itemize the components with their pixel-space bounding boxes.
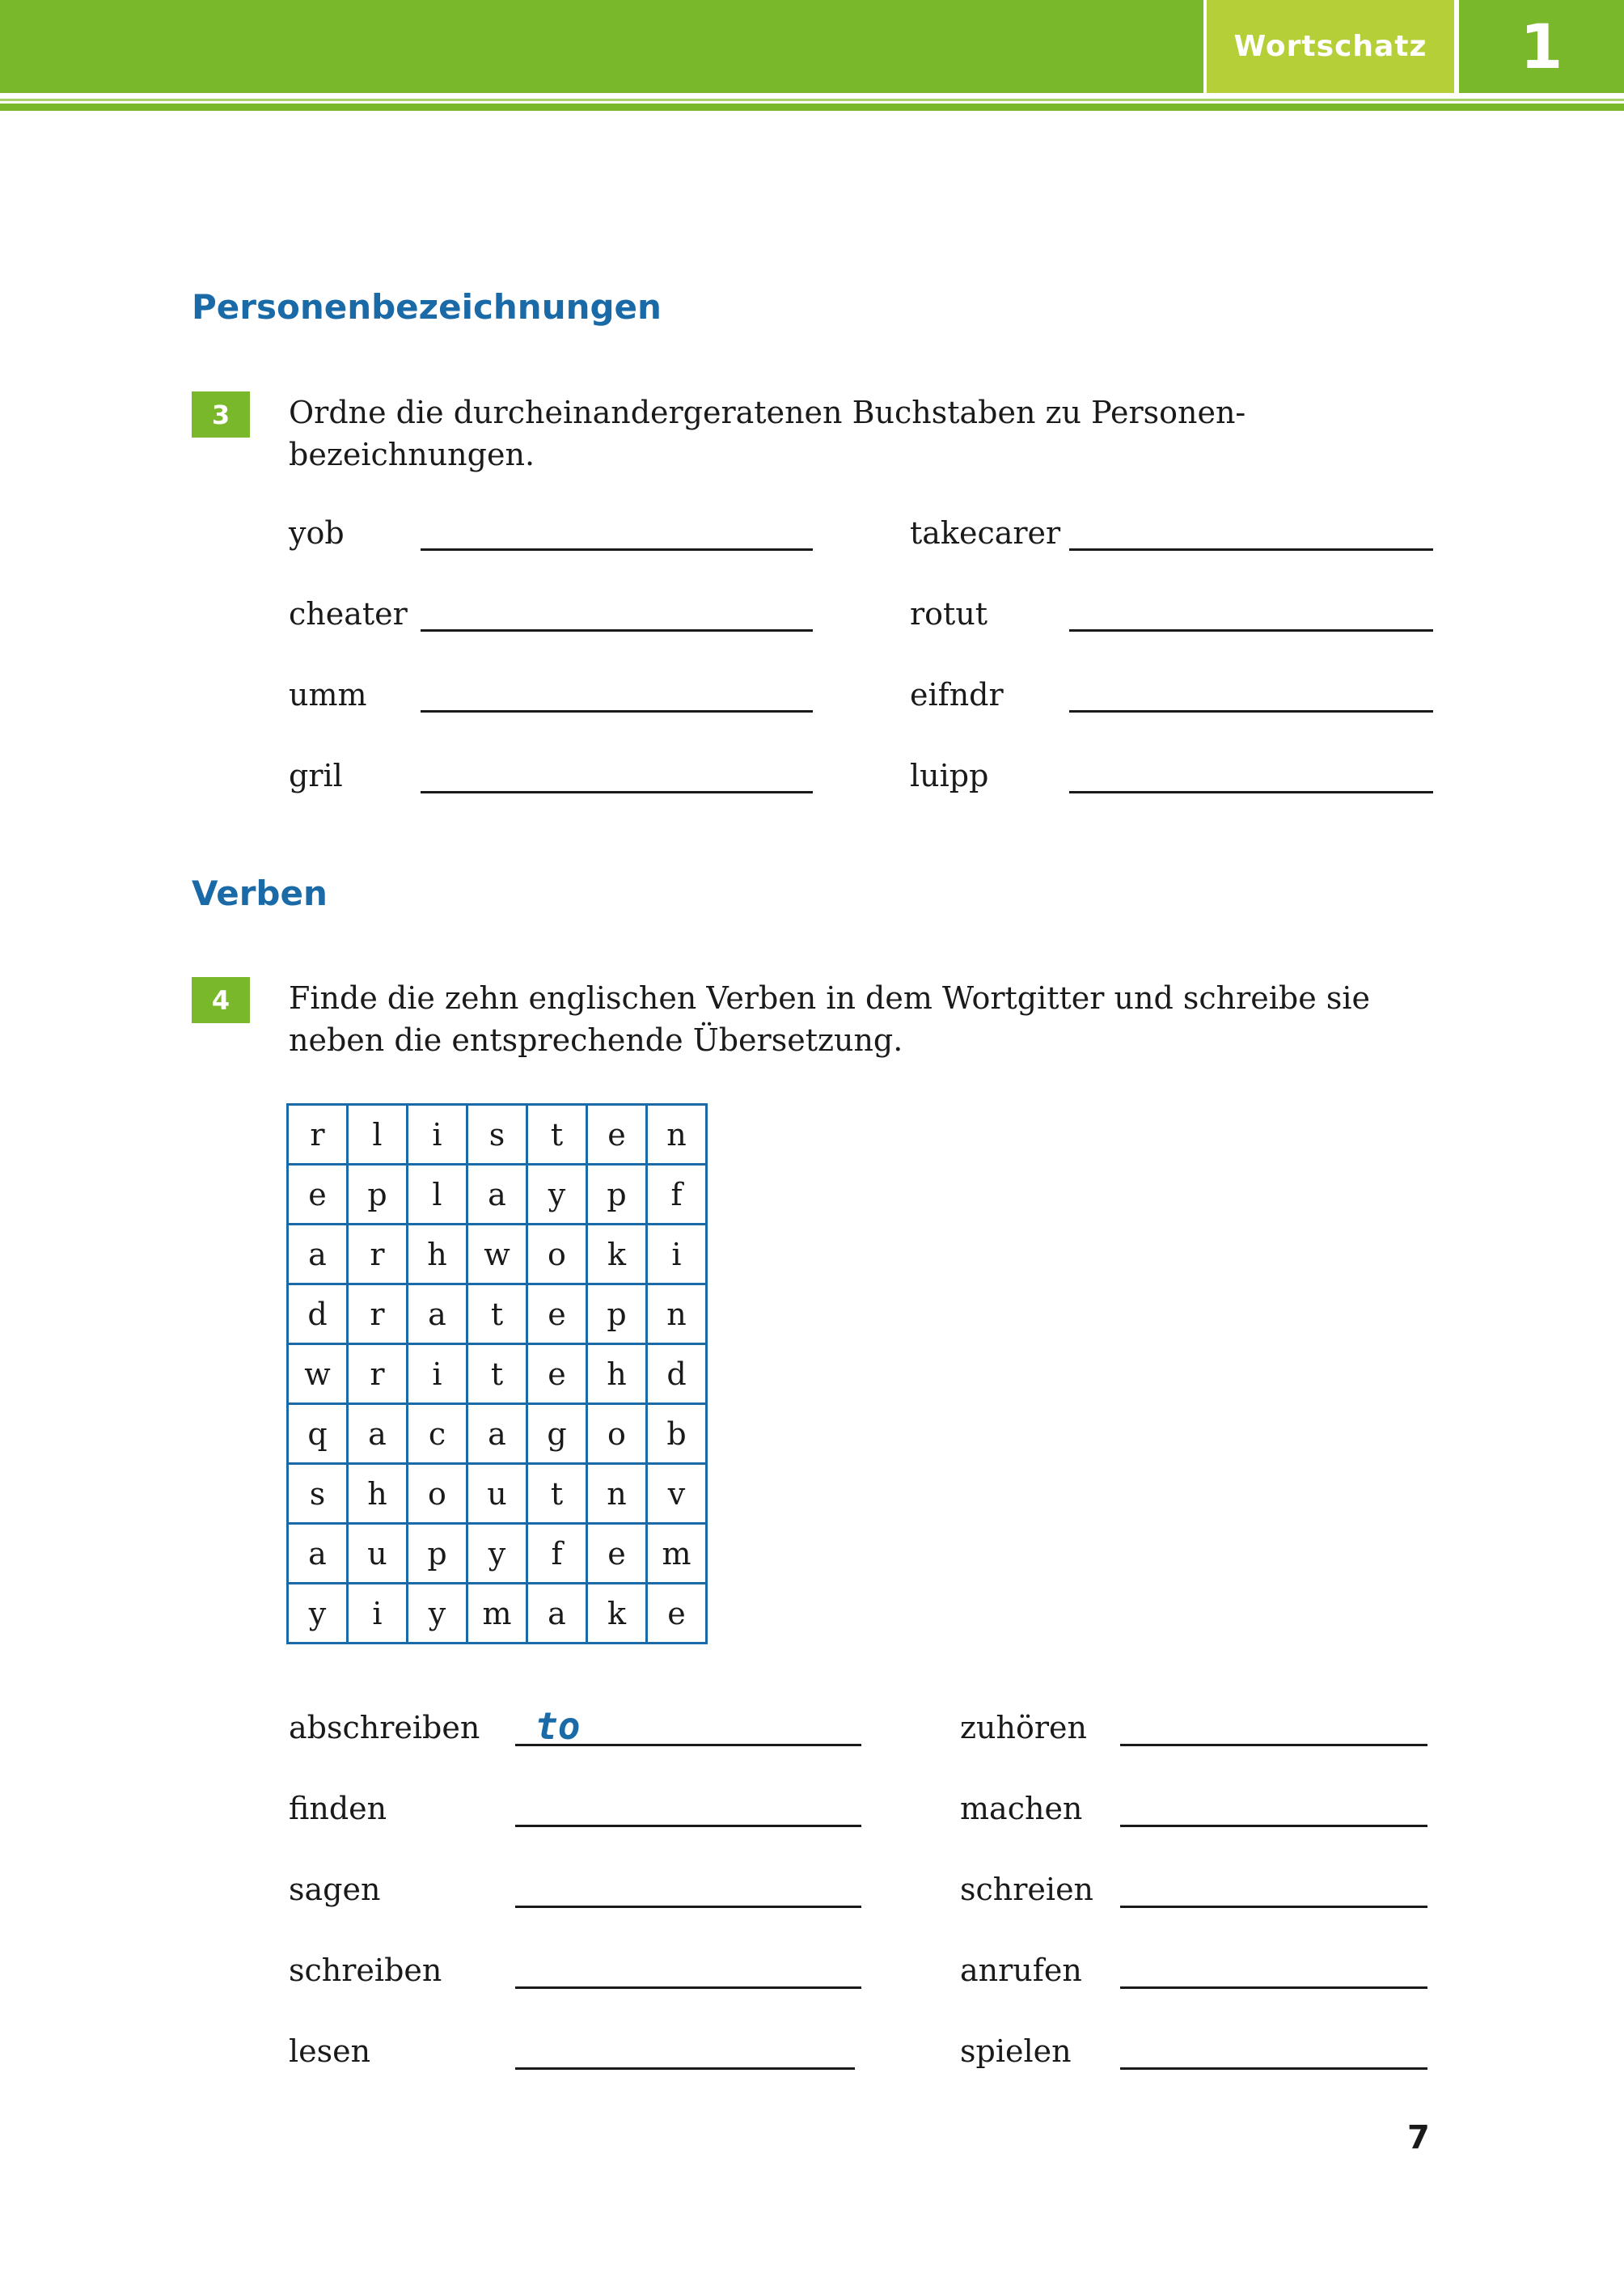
grid-cell[interactable]: l xyxy=(348,1105,408,1165)
grid-cell[interactable]: t xyxy=(467,1284,527,1344)
word-label: yob xyxy=(289,515,345,551)
word-label: zuhören xyxy=(960,1710,1087,1745)
grid-row xyxy=(288,1584,707,1644)
word-label: lesen xyxy=(289,2033,371,2069)
word-label: rotut xyxy=(910,596,988,632)
grid-cell[interactable]: w xyxy=(467,1225,527,1284)
grid-row xyxy=(288,1464,707,1524)
grid-cell[interactable]: r xyxy=(288,1105,348,1165)
exercise-instruction: Finde die zehn englischen Verben in dem Wortgitter und schreibe sie neben die entsprechende Übersetzung. xyxy=(289,980,1370,1058)
grid-cell[interactable]: a xyxy=(527,1584,587,1644)
grid-cell[interactable]: i xyxy=(408,1105,467,1165)
exercise-instruction: Ordne die durcheinandergeratenen Buchstaben zu Personen- bezeichnungen. xyxy=(289,395,1246,472)
grid-row xyxy=(288,1225,707,1284)
header-bar xyxy=(0,0,1203,93)
grid-cell[interactable]: g xyxy=(527,1404,587,1464)
answer-line[interactable] xyxy=(515,1986,861,1989)
grid-row xyxy=(288,1105,707,1165)
grid-cell[interactable]: d xyxy=(288,1284,348,1344)
grid-cell[interactable]: e xyxy=(527,1284,587,1344)
grid-cell[interactable]: a xyxy=(467,1165,527,1225)
grid-cell[interactable]: t xyxy=(467,1344,527,1404)
answer-line[interactable] xyxy=(515,1744,861,1746)
header-divider-light xyxy=(0,99,1624,101)
grid-cell[interactable]: f xyxy=(527,1524,587,1584)
answer-line[interactable] xyxy=(515,1825,861,1827)
example-answer: to xyxy=(535,1704,581,1748)
grid-cell[interactable]: m xyxy=(467,1584,527,1644)
grid-cell[interactable]: i xyxy=(348,1584,408,1644)
answer-line[interactable] xyxy=(1120,1906,1427,1908)
grid-cell[interactable]: e xyxy=(587,1524,647,1584)
word-label: sagen xyxy=(289,1872,381,1907)
word-label: abschreiben xyxy=(289,1710,480,1745)
grid-cell[interactable]: i xyxy=(647,1225,707,1284)
answer-line[interactable] xyxy=(421,548,813,551)
grid-cell[interactable]: p xyxy=(408,1524,467,1584)
section-heading-verben: Verben xyxy=(192,874,328,913)
section-heading-personen: Personenbezeichnungen xyxy=(192,287,662,327)
answer-line[interactable] xyxy=(1120,1744,1427,1746)
grid-cell[interactable]: u xyxy=(348,1524,408,1584)
grid-cell[interactable]: o xyxy=(527,1225,587,1284)
grid-cell[interactable]: a xyxy=(288,1524,348,1584)
grid-cell[interactable]: b xyxy=(647,1404,707,1464)
grid-cell[interactable]: e xyxy=(647,1584,707,1644)
word-label: umm xyxy=(289,677,367,713)
grid-cell[interactable]: w xyxy=(288,1344,348,1404)
word-label: schreiben xyxy=(289,1952,442,1988)
word-label: luipp xyxy=(910,758,989,793)
grid-cell[interactable]: c xyxy=(408,1404,467,1464)
grid-row xyxy=(288,1344,707,1404)
grid-cell[interactable]: t xyxy=(527,1464,587,1524)
grid-row xyxy=(288,1284,707,1344)
answer-line[interactable] xyxy=(1069,629,1433,632)
section-title: Wortschatz xyxy=(1233,30,1427,63)
answer-line[interactable] xyxy=(1069,791,1433,793)
answer-line[interactable] xyxy=(421,629,813,632)
answer-line[interactable] xyxy=(1120,1825,1427,1827)
grid-cell[interactable]: o xyxy=(587,1404,647,1464)
grid-cell[interactable]: m xyxy=(647,1524,707,1584)
word-label: machen xyxy=(960,1791,1083,1826)
word-label: spielen xyxy=(960,2033,1072,2069)
grid-cell[interactable]: e xyxy=(288,1165,348,1225)
word-label: eifndr xyxy=(910,677,1004,713)
grid-cell[interactable]: y xyxy=(408,1584,467,1644)
answer-line[interactable] xyxy=(421,710,813,713)
grid-cell[interactable]: o xyxy=(408,1464,467,1524)
grid-cell[interactable]: r xyxy=(348,1225,408,1284)
word-search-grid xyxy=(286,1103,708,1644)
exercise-number-badge: 3 xyxy=(192,391,250,438)
grid-cell[interactable]: y xyxy=(467,1524,527,1584)
grid-cell[interactable]: y xyxy=(527,1165,587,1225)
grid-cell[interactable]: n xyxy=(647,1284,707,1344)
grid-cell[interactable]: l xyxy=(408,1165,467,1225)
grid-row xyxy=(288,1165,707,1225)
grid-cell[interactable]: a xyxy=(467,1404,527,1464)
grid-cell[interactable]: e xyxy=(587,1105,647,1165)
grid-cell[interactable]: r xyxy=(348,1344,408,1404)
grid-cell[interactable]: a xyxy=(288,1225,348,1284)
grid-cell[interactable]: y xyxy=(288,1584,348,1644)
exercise-number-badge: 4 xyxy=(192,977,250,1023)
page-number: 7 xyxy=(1407,2119,1430,2156)
grid-cell[interactable]: h xyxy=(587,1344,647,1404)
grid-cell[interactable]: t xyxy=(527,1105,587,1165)
answer-line[interactable] xyxy=(1120,1986,1427,1989)
answer-line[interactable] xyxy=(1069,710,1433,713)
chapter-number: 1 xyxy=(1520,11,1563,82)
grid-cell[interactable]: q xyxy=(288,1404,348,1464)
answer-line[interactable] xyxy=(1069,548,1433,551)
chapter-tab xyxy=(1459,0,1624,93)
grid-cell[interactable]: e xyxy=(527,1344,587,1404)
answer-line[interactable] xyxy=(421,791,813,793)
grid-cell[interactable]: k xyxy=(587,1584,647,1644)
grid-row xyxy=(288,1404,707,1464)
word-label: schreien xyxy=(960,1872,1094,1907)
answer-line[interactable] xyxy=(515,1906,861,1908)
answer-line[interactable] xyxy=(515,2067,855,2070)
grid-row xyxy=(288,1524,707,1584)
grid-cell[interactable]: a xyxy=(408,1284,467,1344)
grid-cell[interactable]: r xyxy=(348,1284,408,1344)
grid-cell[interactable]: s xyxy=(288,1464,348,1524)
grid-cell[interactable]: d xyxy=(647,1344,707,1404)
grid-cell[interactable]: i xyxy=(408,1344,467,1404)
grid-cell[interactable]: f xyxy=(647,1165,707,1225)
grid-cell[interactable]: h xyxy=(408,1225,467,1284)
grid-cell[interactable]: s xyxy=(467,1105,527,1165)
grid-cell[interactable]: p xyxy=(587,1165,647,1225)
word-label: gril xyxy=(289,758,343,793)
word-label: takecarer xyxy=(910,515,1061,551)
grid-cell[interactable]: k xyxy=(587,1225,647,1284)
section-tab xyxy=(1207,0,1454,93)
grid-cell[interactable]: v xyxy=(647,1464,707,1524)
grid-cell[interactable]: n xyxy=(587,1464,647,1524)
word-label: cheater xyxy=(289,596,408,632)
grid-cell[interactable]: p xyxy=(587,1284,647,1344)
word-label: anrufen xyxy=(960,1952,1082,1988)
header-divider xyxy=(0,104,1624,111)
word-label: finden xyxy=(289,1791,387,1826)
grid-cell[interactable]: u xyxy=(467,1464,527,1524)
grid-cell[interactable]: h xyxy=(348,1464,408,1524)
answer-line[interactable] xyxy=(1120,2067,1427,2070)
grid-cell[interactable]: n xyxy=(647,1105,707,1165)
grid-cell[interactable]: p xyxy=(348,1165,408,1225)
grid-cell[interactable]: a xyxy=(348,1404,408,1464)
